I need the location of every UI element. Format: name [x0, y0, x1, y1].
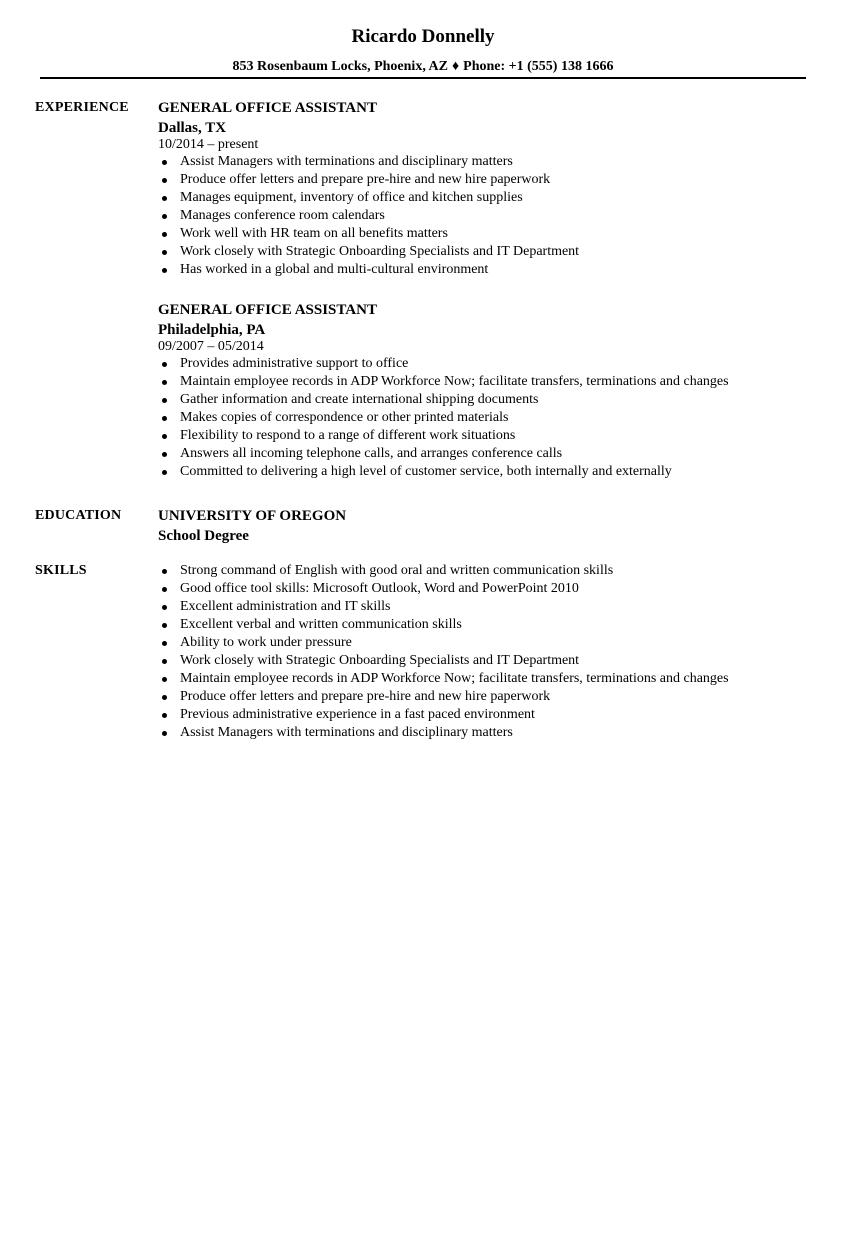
list-item	[158, 580, 838, 598]
list-item	[158, 562, 838, 580]
bullet-icon	[162, 398, 167, 403]
job-dates: 09/2007 – 05/2014	[158, 339, 264, 354]
list-item	[158, 463, 838, 481]
list-item	[158, 189, 838, 207]
degree-text: School Degree	[158, 528, 249, 544]
bullet-icon	[162, 623, 167, 628]
skills-label: SKILLS	[35, 563, 87, 578]
list-item	[158, 261, 838, 279]
bullet-icon	[162, 470, 167, 475]
bullet-icon	[162, 569, 167, 574]
list-item-text: Committed to delivering a high level of customer service, both internally and externally	[180, 464, 672, 479]
list-item	[158, 391, 838, 409]
list-item	[158, 724, 838, 742]
list-item-text: Gather information and create international shipping documents	[180, 392, 539, 407]
list-item-text: Good office tool skills: Microsoft Outlook, Word and PowerPoint 2010	[180, 581, 579, 596]
education-label: EDUCATION	[35, 508, 122, 523]
list-item	[158, 207, 838, 225]
job-location: Philadelphia, PA	[158, 322, 266, 338]
bullet-icon	[162, 268, 167, 273]
list-item	[158, 153, 838, 171]
candidate-name: Ricardo Donnelly	[351, 26, 495, 47]
list-item	[158, 598, 838, 616]
list-item-text: Produce offer letters and prepare pre-hire and new hire paperwork	[180, 689, 551, 704]
list-item	[158, 445, 838, 463]
list-item	[158, 373, 838, 391]
list-item	[158, 171, 838, 189]
experience-label: EXPERIENCE	[35, 100, 129, 115]
bullet-icon	[162, 731, 167, 736]
header-divider	[40, 77, 806, 79]
bullet-icon	[162, 416, 167, 421]
school-name: UNIVERSITY OF OREGON	[158, 508, 347, 524]
skills-body	[158, 562, 838, 742]
bullet-icon	[162, 160, 167, 165]
bullet-icon	[162, 434, 167, 439]
list-item-text: Excellent verbal and written communication skills	[180, 617, 462, 632]
list-item-text: Work well with HR team on all benefits matters	[180, 226, 448, 241]
phone-text: Phone: +1 (555) 138 1666	[463, 59, 614, 74]
bullet-icon	[162, 452, 167, 457]
bullet-icon	[162, 362, 167, 367]
contact-line	[0, 58, 846, 76]
bullet-icon	[162, 713, 167, 718]
job-dates: 10/2014 – present	[158, 137, 259, 152]
list-item	[158, 652, 838, 670]
list-item-text: Makes copies of correspondence or other printed materials	[180, 410, 509, 425]
list-item	[158, 688, 838, 706]
bullet-icon	[162, 677, 167, 682]
bullet-icon	[162, 196, 167, 201]
skills-list	[158, 562, 838, 742]
job-duties-list	[158, 355, 838, 481]
list-item-text: Previous administrative experience in a fast paced environment	[180, 707, 535, 722]
bullet-icon	[162, 587, 167, 592]
list-item	[158, 634, 838, 652]
separator-icon: ♦	[452, 59, 460, 74]
list-item-text: Excellent administration and IT skills	[180, 599, 391, 614]
job-entry-1	[158, 99, 838, 279]
list-item-text: Maintain employee records in ADP Workforce Now; facilitate transfers, terminations and changes	[180, 374, 729, 389]
list-item-text: Assist Managers with terminations and disciplinary matters	[180, 725, 513, 740]
list-item-text: Has worked in a global and multi-cultural environment	[180, 262, 489, 277]
bullet-icon	[162, 659, 167, 664]
list-item-text: Work closely with Strategic Onboarding Specialists and IT Department	[180, 244, 580, 259]
address-text: 853 Rosenbaum Locks, Phoenix, AZ	[232, 59, 448, 74]
list-item-text: Produce offer letters and prepare pre-hire and new hire paperwork	[180, 172, 551, 187]
bullet-icon	[162, 641, 167, 646]
list-item	[158, 225, 838, 243]
bullet-icon	[162, 605, 167, 610]
bullet-icon	[162, 380, 167, 385]
job-duties-list	[158, 153, 838, 279]
job-title: GENERAL OFFICE ASSISTANT	[158, 100, 377, 116]
list-item-text: Manages conference room calendars	[180, 208, 385, 223]
education-body	[158, 507, 838, 545]
bullet-icon	[162, 695, 167, 700]
list-item-text: Answers all incoming telephone calls, and arranges conference calls	[180, 446, 563, 461]
list-item	[158, 670, 838, 688]
job-entry-2	[158, 301, 838, 481]
bullet-icon	[162, 232, 167, 237]
bullet-icon	[162, 178, 167, 183]
list-item	[158, 427, 838, 445]
list-item-text: Work closely with Strategic Onboarding Specialists and IT Department	[180, 653, 580, 668]
list-item	[158, 706, 838, 724]
list-item-text: Assist Managers with terminations and disciplinary matters	[180, 154, 513, 169]
list-item-text: Provides administrative support to office	[180, 356, 409, 371]
list-item	[158, 355, 838, 373]
list-item-text: Flexibility to respond to a range of different work situations	[180, 428, 516, 443]
job-location: Dallas, TX	[158, 120, 227, 136]
list-item	[158, 616, 838, 634]
job-title: GENERAL OFFICE ASSISTANT	[158, 302, 377, 318]
list-item	[158, 409, 838, 427]
bullet-icon	[162, 214, 167, 219]
list-item-text: Maintain employee records in ADP Workforce Now; facilitate transfers, terminations and changes	[180, 671, 729, 686]
list-item-text: Manages equipment, inventory of office and kitchen supplies	[180, 190, 523, 205]
list-item-text: Strong command of English with good oral and written communication skills	[180, 563, 614, 578]
bullet-icon	[162, 250, 167, 255]
list-item	[158, 243, 838, 261]
list-item-text: Ability to work under pressure	[180, 635, 352, 650]
